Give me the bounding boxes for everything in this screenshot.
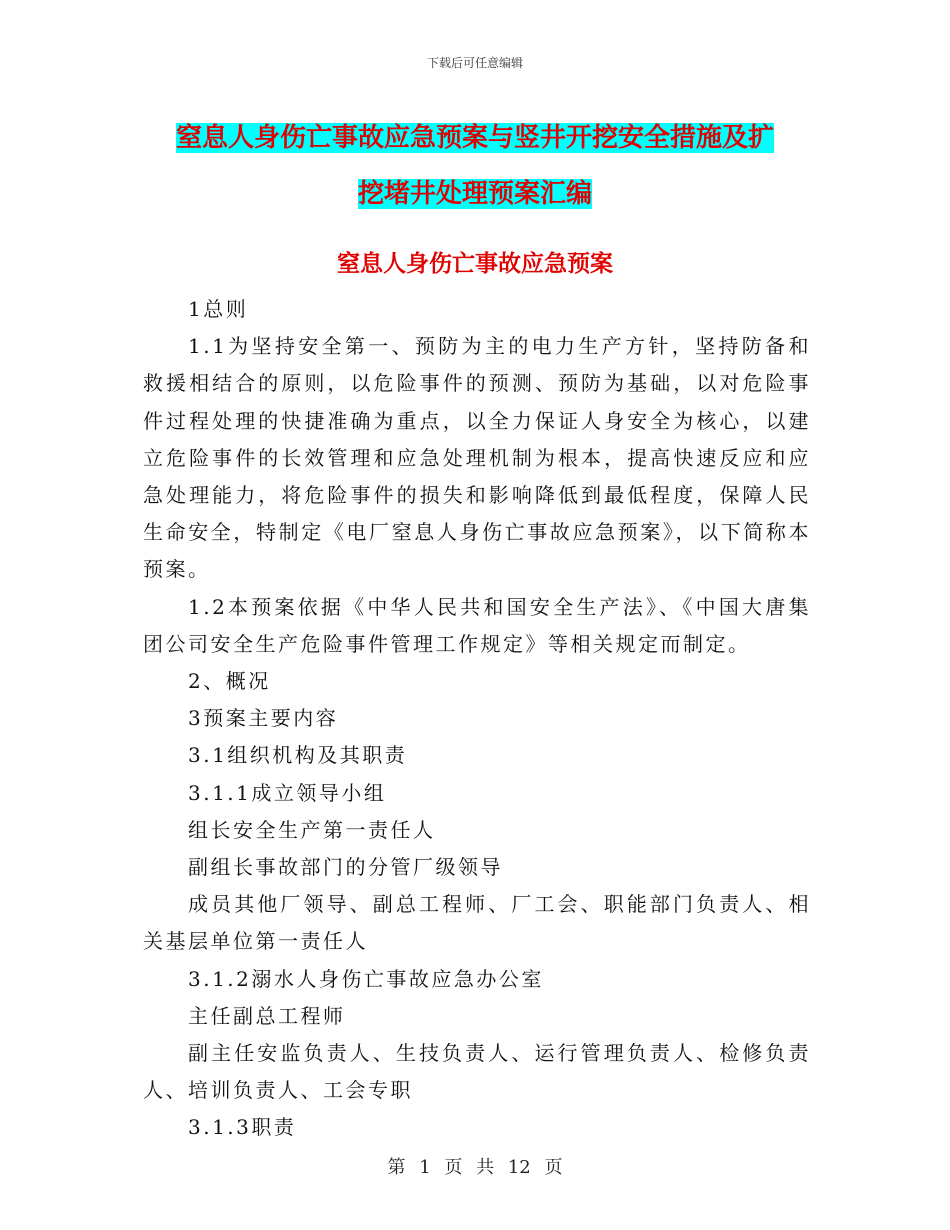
paragraph: 1.2本预案依据《中华人民共和国安全生产法》、《中国大唐集团公司安全生产危险事件管理工作规定》等相关规定而制定。 <box>143 594 811 656</box>
paragraph: 1总则 <box>188 297 249 321</box>
section-title: 窒息人身伤亡事故应急预案 <box>337 251 613 277</box>
paragraph: 副组长事故部门的分管厂级领导 <box>188 855 503 880</box>
paragraph: 3.1.3职责 <box>188 1115 297 1140</box>
paragraph: 3.1.1成立领导小组 <box>188 780 387 805</box>
document-title-line-1: 窒息人身伤亡事故应急预案与竖井开挖安全措施及扩 <box>175 123 774 153</box>
paragraph: 3.1组织机构及其职责 <box>188 743 408 768</box>
paragraph: 1.1为坚持安全第一、预防为主的电力生产方针，坚持防备和救援相结合的原则，以危险事件的预测、预防为基础，以对危险事件过程处理的快捷准确为重点，以全力保证人身安全为核心，以建立危险事件的长效管理和应急处理机制为根本，提高快速反应和应急处理能力，将危险事件的损失和影响降低到最低程度，保障人民生命安全，特制定《电厂窒息人身伤亡事故应急预案》，以下简称本预案。 <box>143 334 811 582</box>
document-title <box>140 110 810 222</box>
paragraph: 3.1.2溺水人身伤亡事故应急办公室 <box>188 966 544 991</box>
document-body <box>143 291 811 1147</box>
header-note: 下载后可任意编辑 <box>426 56 523 70</box>
paragraph: 3预案主要内容 <box>188 706 339 731</box>
document-title-line-2: 挖堵井处理预案汇编 <box>357 179 592 209</box>
paragraph: 主任副总工程师 <box>188 1003 346 1028</box>
paragraph: 副主任安监负责人、生技负责人、运行管理负责人、检修负责人、培训负责人、工会专职 <box>143 1041 811 1103</box>
paragraph: 2、概况 <box>188 669 271 694</box>
page-footer: 第 1 页 共 12 页 <box>387 1157 563 1178</box>
paragraph: 组长安全生产第一责任人 <box>188 817 436 842</box>
paragraph: 成员其他厂领导、副总工程师、厂工会、职能部门负责人、相关基层单位第一责任人 <box>143 892 811 954</box>
